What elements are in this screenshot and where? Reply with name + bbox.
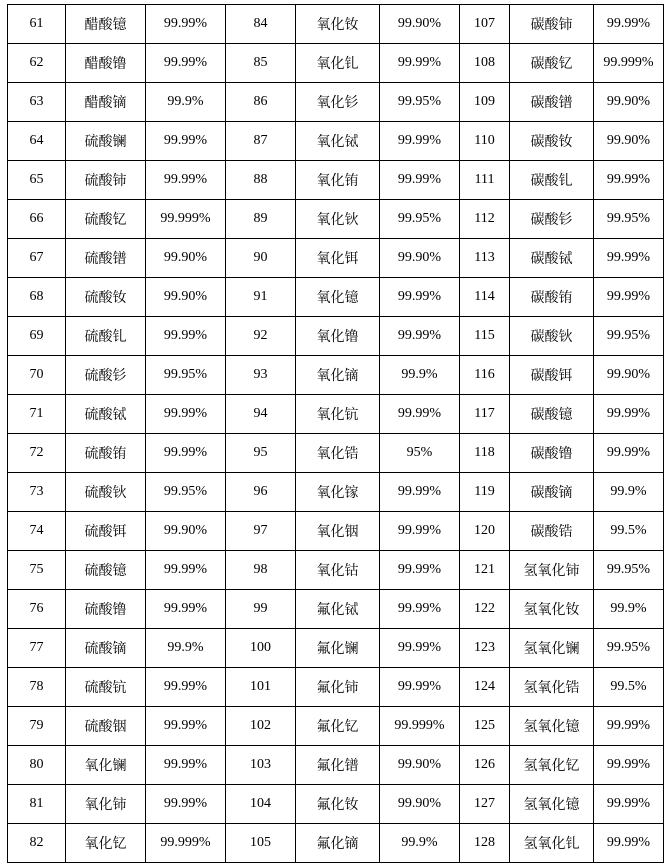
purity-cell: 99.90% [380,5,460,44]
purity-cell: 99.99% [380,278,460,317]
item-number-cell: 76 [8,590,66,629]
compound-name-cell: 硫酸镧 [66,122,146,161]
compound-name-cell: 碳酸铈 [510,5,594,44]
item-number-cell: 97 [226,512,296,551]
purity-cell: 99.99% [146,590,226,629]
item-number-cell: 105 [226,824,296,863]
item-number-cell: 72 [8,434,66,473]
item-number-cell: 101 [226,668,296,707]
item-number-cell: 115 [460,317,510,356]
compound-name-cell: 碳酸镨 [510,83,594,122]
compound-name-cell: 氢氧化钕 [510,590,594,629]
purity-cell: 99.99% [146,434,226,473]
compound-name-cell: 硫酸镝 [66,629,146,668]
item-number-cell: 109 [460,83,510,122]
purity-cell: 99.95% [146,356,226,395]
item-number-cell: 78 [8,668,66,707]
purity-cell: 99.99% [380,122,460,161]
table-row [8,434,664,473]
item-number-cell: 86 [226,83,296,122]
purity-cell: 99.90% [380,746,460,785]
purity-cell: 99.999% [146,824,226,863]
item-number-cell: 89 [226,200,296,239]
compound-name-cell: 碳酸铕 [510,278,594,317]
compound-name-cell: 碳酸钐 [510,200,594,239]
product-table [7,4,664,863]
item-number-cell: 65 [8,161,66,200]
item-number-cell: 118 [460,434,510,473]
purity-cell: 99.99% [146,395,226,434]
purity-cell: 99.95% [594,317,664,356]
purity-cell: 99.99% [146,122,226,161]
table-row [8,317,664,356]
compound-name-cell: 氧化镧 [66,746,146,785]
purity-cell: 99.95% [380,83,460,122]
compound-name-cell: 碳酸镥 [510,434,594,473]
purity-cell: 95% [380,434,460,473]
compound-name-cell: 氧化铟 [296,512,380,551]
purity-cell: 99.99% [146,317,226,356]
compound-name-cell: 碳酸钬 [510,317,594,356]
purity-cell: 99.5% [594,668,664,707]
compound-name-cell: 碳酸钕 [510,122,594,161]
purity-cell: 99.9% [146,629,226,668]
purity-cell: 99.99% [380,395,460,434]
compound-name-cell: 氢氧化钇 [510,746,594,785]
compound-name-cell: 氧化镱 [296,278,380,317]
compound-name-cell: 氧化铽 [296,122,380,161]
purity-cell: 99.99% [380,551,460,590]
purity-cell: 99.99% [594,707,664,746]
purity-cell: 99.99% [594,824,664,863]
compound-name-cell: 硫酸铟 [66,707,146,746]
item-number-cell: 61 [8,5,66,44]
compound-name-cell: 硫酸钬 [66,473,146,512]
purity-cell: 99.999% [146,200,226,239]
purity-cell: 99.90% [146,512,226,551]
item-number-cell: 67 [8,239,66,278]
compound-name-cell: 硫酸镥 [66,590,146,629]
compound-name-cell: 硫酸钇 [66,200,146,239]
item-number-cell: 104 [226,785,296,824]
compound-name-cell: 碳酸铽 [510,239,594,278]
item-number-cell: 68 [8,278,66,317]
compound-name-cell: 氟化镝 [296,824,380,863]
item-number-cell: 98 [226,551,296,590]
purity-cell: 99.99% [594,785,664,824]
item-number-cell: 64 [8,122,66,161]
compound-name-cell: 氧化钬 [296,200,380,239]
item-number-cell: 75 [8,551,66,590]
compound-name-cell: 氧化钇 [66,824,146,863]
table-row [8,83,664,122]
item-number-cell: 77 [8,629,66,668]
item-number-cell: 119 [460,473,510,512]
purity-cell: 99.99% [594,5,664,44]
purity-cell: 99.9% [380,356,460,395]
purity-cell: 99.90% [146,278,226,317]
item-number-cell: 95 [226,434,296,473]
purity-cell: 99.99% [146,551,226,590]
compound-name-cell: 硫酸钐 [66,356,146,395]
compound-name-cell: 氧化铒 [296,239,380,278]
compound-name-cell: 硫酸钆 [66,317,146,356]
purity-cell: 99.999% [594,44,664,83]
purity-cell: 99.99% [146,161,226,200]
table-row [8,668,664,707]
compound-name-cell: 氟化铈 [296,668,380,707]
compound-name-cell: 氧化镥 [296,317,380,356]
item-number-cell: 117 [460,395,510,434]
purity-cell: 99.99% [380,668,460,707]
table-row [8,5,664,44]
purity-cell: 99.9% [146,83,226,122]
item-number-cell: 74 [8,512,66,551]
item-number-cell: 99 [226,590,296,629]
compound-name-cell: 硫酸铒 [66,512,146,551]
item-number-cell: 73 [8,473,66,512]
table-row [8,629,664,668]
purity-cell: 99.9% [594,473,664,512]
item-number-cell: 91 [226,278,296,317]
table-row [8,239,664,278]
compound-name-cell: 氧化铕 [296,161,380,200]
purity-cell: 99.99% [594,434,664,473]
compound-name-cell: 醋酸镝 [66,83,146,122]
compound-name-cell: 硫酸钕 [66,278,146,317]
table-body [8,5,664,863]
item-number-cell: 82 [8,824,66,863]
compound-name-cell: 硫酸铽 [66,395,146,434]
compound-name-cell: 碳酸镝 [510,473,594,512]
purity-cell: 99.99% [594,161,664,200]
purity-cell: 99.99% [146,668,226,707]
compound-name-cell: 氧化钴 [296,551,380,590]
compound-name-cell: 氧化镓 [296,473,380,512]
compound-name-cell: 氢氧化锆 [510,668,594,707]
table-row [8,590,664,629]
table-row [8,356,664,395]
purity-cell: 99.99% [594,278,664,317]
compound-name-cell: 氧化锆 [296,434,380,473]
compound-name-cell: 碳酸钇 [510,44,594,83]
table-row [8,473,664,512]
item-number-cell: 124 [460,668,510,707]
table-row [8,824,664,863]
item-number-cell: 122 [460,590,510,629]
item-number-cell: 100 [226,629,296,668]
purity-cell: 99.95% [380,200,460,239]
item-number-cell: 66 [8,200,66,239]
compound-name-cell: 醋酸镱 [66,5,146,44]
purity-cell: 99.99% [380,629,460,668]
item-number-cell: 88 [226,161,296,200]
table-row [8,785,664,824]
compound-name-cell: 碳酸钆 [510,161,594,200]
purity-cell: 99.99% [380,161,460,200]
compound-name-cell: 硫酸铈 [66,161,146,200]
item-number-cell: 63 [8,83,66,122]
table-row [8,512,664,551]
item-number-cell: 90 [226,239,296,278]
item-number-cell: 128 [460,824,510,863]
item-number-cell: 113 [460,239,510,278]
compound-name-cell: 氢氧化镧 [510,629,594,668]
item-number-cell: 123 [460,629,510,668]
item-number-cell: 80 [8,746,66,785]
purity-cell: 99.99% [380,473,460,512]
compound-name-cell: 氧化铈 [66,785,146,824]
purity-cell: 99.90% [594,356,664,395]
compound-name-cell: 氧化钐 [296,83,380,122]
purity-cell: 99.95% [594,200,664,239]
table-row [8,278,664,317]
purity-cell: 99.99% [380,317,460,356]
table-row [8,200,664,239]
compound-name-cell: 氟化镧 [296,629,380,668]
compound-name-cell: 氧化镝 [296,356,380,395]
purity-cell: 99.90% [594,122,664,161]
item-number-cell: 114 [460,278,510,317]
item-number-cell: 121 [460,551,510,590]
purity-cell: 99.99% [380,512,460,551]
table-row [8,44,664,83]
compound-name-cell: 氧化钕 [296,5,380,44]
item-number-cell: 81 [8,785,66,824]
compound-name-cell: 氢氧化铈 [510,551,594,590]
compound-name-cell: 氟化铽 [296,590,380,629]
compound-name-cell: 醋酸镥 [66,44,146,83]
item-number-cell: 71 [8,395,66,434]
compound-name-cell: 氟化钕 [296,785,380,824]
compound-name-cell: 碳酸铒 [510,356,594,395]
compound-name-cell: 氧化钪 [296,395,380,434]
item-number-cell: 85 [226,44,296,83]
item-number-cell: 125 [460,707,510,746]
compound-name-cell: 氢氧化钆 [510,824,594,863]
table-row [8,707,664,746]
purity-cell: 99.90% [146,239,226,278]
compound-name-cell: 碳酸锆 [510,512,594,551]
purity-cell: 99.99% [146,44,226,83]
table-row [8,161,664,200]
compound-name-cell: 氟化镨 [296,746,380,785]
item-number-cell: 110 [460,122,510,161]
purity-cell: 99.99% [380,44,460,83]
item-number-cell: 126 [460,746,510,785]
compound-name-cell: 氧化钆 [296,44,380,83]
purity-cell: 99.99% [594,395,664,434]
compound-name-cell: 氟化钇 [296,707,380,746]
item-number-cell: 120 [460,512,510,551]
item-number-cell: 87 [226,122,296,161]
purity-cell: 99.90% [380,239,460,278]
purity-cell: 99.99% [146,707,226,746]
purity-cell: 99.999% [380,707,460,746]
compound-name-cell: 碳酸镱 [510,395,594,434]
purity-cell: 99.99% [380,590,460,629]
purity-cell: 99.99% [146,785,226,824]
compound-name-cell: 硫酸钪 [66,668,146,707]
table-row [8,746,664,785]
purity-cell: 99.90% [380,785,460,824]
purity-cell: 99.95% [594,629,664,668]
compound-name-cell: 氢氧化镱 [510,707,594,746]
item-number-cell: 79 [8,707,66,746]
item-number-cell: 116 [460,356,510,395]
item-number-cell: 108 [460,44,510,83]
item-number-cell: 69 [8,317,66,356]
item-number-cell: 94 [226,395,296,434]
purity-cell: 99.95% [146,473,226,512]
compound-name-cell: 硫酸镱 [66,551,146,590]
item-number-cell: 127 [460,785,510,824]
purity-cell: 99.5% [594,512,664,551]
purity-cell: 99.9% [380,824,460,863]
item-number-cell: 102 [226,707,296,746]
item-number-cell: 96 [226,473,296,512]
item-number-cell: 70 [8,356,66,395]
purity-cell: 99.99% [594,746,664,785]
purity-cell: 99.99% [146,5,226,44]
purity-cell: 99.99% [594,239,664,278]
purity-cell: 99.90% [594,83,664,122]
table-row [8,551,664,590]
table-row [8,122,664,161]
compound-name-cell: 氢氧化镱 [510,785,594,824]
item-number-cell: 111 [460,161,510,200]
item-number-cell: 93 [226,356,296,395]
compound-name-cell: 硫酸镨 [66,239,146,278]
compound-name-cell: 硫酸铕 [66,434,146,473]
purity-cell: 99.99% [146,746,226,785]
item-number-cell: 84 [226,5,296,44]
purity-cell: 99.9% [594,590,664,629]
item-number-cell: 107 [460,5,510,44]
purity-cell: 99.95% [594,551,664,590]
item-number-cell: 112 [460,200,510,239]
item-number-cell: 62 [8,44,66,83]
item-number-cell: 103 [226,746,296,785]
item-number-cell: 92 [226,317,296,356]
table-row [8,395,664,434]
